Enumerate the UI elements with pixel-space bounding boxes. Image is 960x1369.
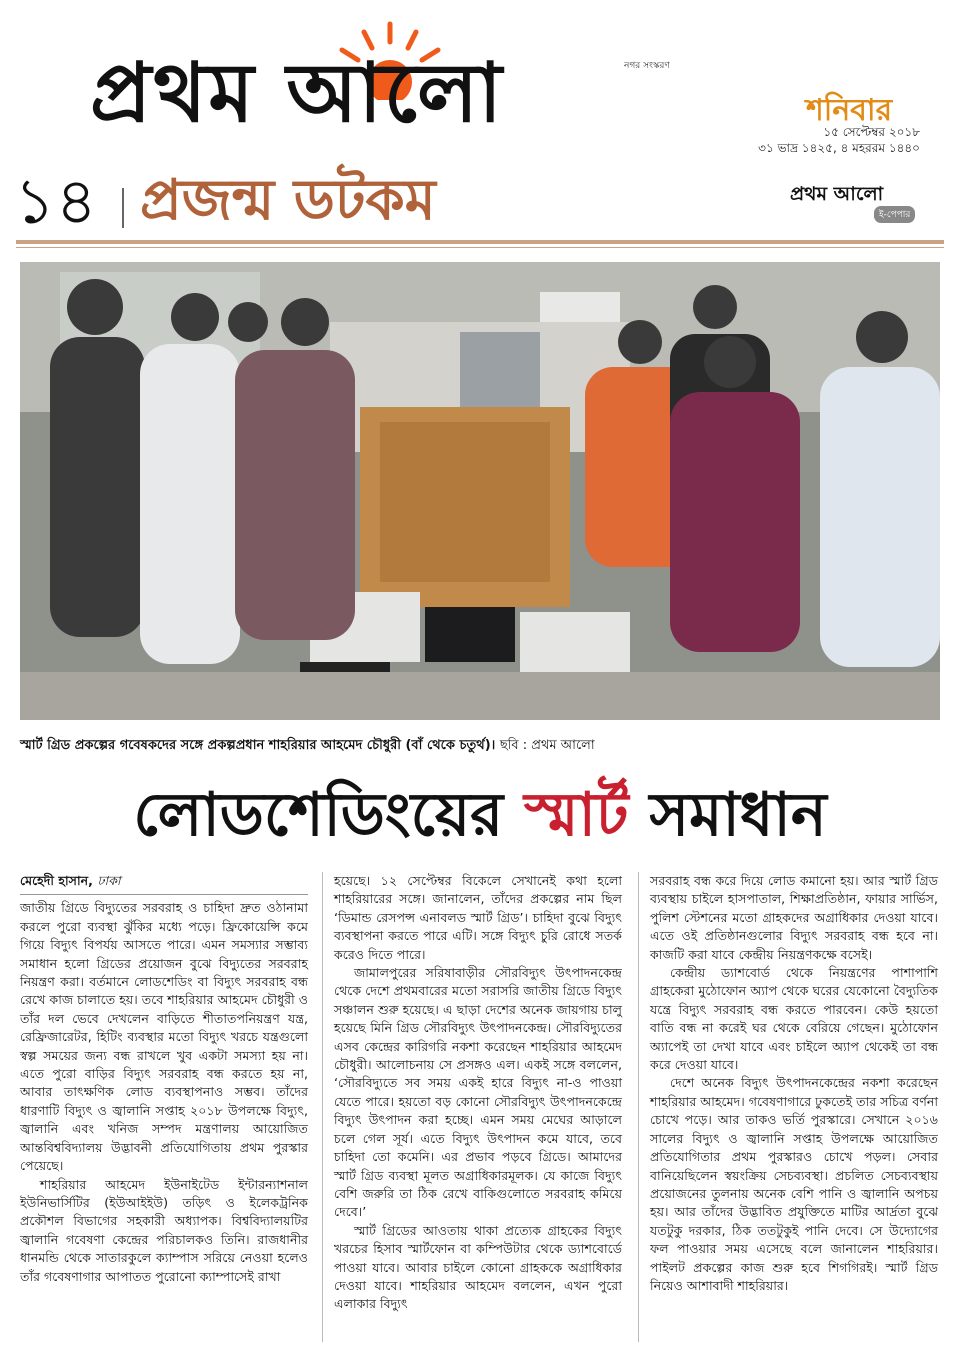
photo-credit: ছবি : প্রথম আলো	[499, 738, 595, 753]
epaper-tag: ই-পেপার	[874, 206, 915, 223]
epaper-logo-name: প্রথম আলো	[790, 183, 884, 205]
article-paragraph: দেশে অনেক বিদ্যুৎ উৎপাদনকেন্দ্রের নকশা করেছেন শাহরিয়ার আহমেদ। গবেষণাগারে ঢুকতেই তার সচিত্র বর্ণনা চোখে পড়ে। আর তাকও ভর্তি পুরস্কারে। সেখানে ২০১৬ সালের বিদ্যুৎ ও জ্বালানি সপ্তাহ উপলক্ষে আয়োজিত প্রতিযোগিতার প্রথম পুরস্কারও চোখে পড়ল। সেবার বানিয়েছিলেন স্বয়ংক্রিয় সেচব্যবস্থা। প্রচলিত সেচব্যবস্থায় প্রয়োজনের তুলনায় অনেক বেশি পানি ও জ্বালানি অপচয় হয়। আর তাঁদের উদ্ভাবিত প্রযুক্তিতে মাটির আর্দ্রতা বুঝে যতটুকু দরকার, ঠিক ততটুকুই পানি দেবে। সে উদ্যোগের ফল পাওয়ার সময় এসেছে বলে জানালেন শাহরিয়ার। পাইলট প্রকল্পের কাজ শুরু হবে শিগগিরই। স্মার্ট গ্রিড নিয়েও আশাবাদী শাহরিয়ার।	[650, 1075, 938, 1293]
article-paragraph: শাহরিয়ার আহমেদ ইউনাইটেড ইন্টারন্যাশনাল ইউনিভার্সিটির (ইউআইইউ) তড়িৎ ও ইলেকট্রনিক প্রকৌশল বিভাগের সহকারী অধ্যাপক। বিশ্ববিদ্যালয়টির জ্বালানি গবেষণা কেন্দ্রের পরিচালকও তিনি। রাজধানীর ধানমন্ডি থেকে সাতারকুলে ক্যাম্পাস সরিয়ে নেওয়া হলেও তাঁর গবেষণাগার আপাতত পুরোনো ক্যাম্পাসেই রাখা	[20, 1176, 308, 1284]
byline-name: মেহেদী হাসান,	[20, 873, 93, 888]
article-paragraph: স্মার্ট গ্রিডের আওতায় থাকা প্রত্যেক গ্রাহকের বিদ্যুৎ খরচের হিসাব স্মার্টফোন বা কম্পিউটার থেকে ড্যাশবোর্ডে পাওয়া যাবে। আবার চাইলে কোনো গ্রাহককে অগ্রাধিকার দেওয়া যাবে। শাহরিয়ার আহমেদ বললেন, এখন পুরো এলাকার বিদ্যুৎ	[334, 1222, 622, 1312]
headline-part1: লোডশেডিংয়ের	[133, 780, 504, 850]
article-paragraph: জাতীয় গ্রিডে বিদ্যুতের সরবরাহ ও চাহিদা দ্রুত ওঠানামা করলে পুরো ব্যবস্থা ঝুঁকির মধ্যে পড়ে। ফ্রিকোয়েন্সি কমে গিয়ে বিদ্যুৎ বিপর্যয় আসতে পারে। এমন সমস্যার সম্ভাব্য সমাধান হলো গ্রিডের প্রয়োজন বুঝে বিদ্যুতের সরবরাহ নিয়ন্ত্রণ করা। বর্তমানে লোডশেডিং বা বিদ্যুৎ সরবরাহ বন্ধ রেখে কাজ চালাতে হয়। তবে শাহরিয়ার আহমেদ চৌধুরী ও তাঁর দল ভেবে দেখলেন বাড়িতে শীতাতপনিয়ন্ত্রণ যন্ত্র, রেফ্রিজারেটর, হিটিং ব্যবস্থার মতো বিদ্যুৎ খরচে যন্ত্রগুলো স্বল্প সময়ের জন্য বন্ধ রাখলে খুব একটা সমস্যা হয় না। এতে পুরো বাড়ির বিদ্যুৎ সরবরাহ বন্ধ করতে হয় না, আবার তাৎক্ষণিক লোড ব্যবস্থাপনাও সম্ভব। তাঁদের ধারণাটি বিদ্যুৎ ও জ্বালানি সপ্তাহ ২০১৮ উপলক্ষে বিদ্যুৎ, জ্বালানি এবং খনিজ সম্পদ মন্ত্রণালয় আয়োজিত আন্তবিশ্ববিদ্যালয় উদ্ভাবনী প্রতিযোগিতায় প্রথম পুরস্কার পেয়েছে।	[20, 900, 308, 1174]
article-paragraph: কেন্দ্রীয় ড্যাশবোর্ড থেকে নিয়ন্ত্রণের পাশাপাশি গ্রাহকেরা মুঠোফোন অ্যাপ থেকে ঘরের যেকোনো বৈদ্যুতিক যন্ত্রে বিদ্যুৎ সরবরাহ বন্ধ করতে পারবেন। কেউ হয়তো বাতি বন্ধ না করেই ঘর থেকে বেরিয়ে গেছেন। মুঠোফোন অ্যাপেই তা দেখা যাবে এবং চাইলে অ্যাপ থেকেই তা বন্ধ করে দেওয়া যাবে।	[650, 965, 938, 1073]
article-column-3	[650, 872, 938, 1295]
column-rule	[638, 872, 639, 1342]
article-paragraph: সরবরাহ বন্ধ করে দিয়ে লোড কমানো হয়। আর স্মার্ট গ্রিড ব্যবস্থায় চাইলে হাসপাতাল, শিক্ষাপ্রতিষ্ঠান, ফায়ার সার্ভিস, পুলিশ স্টেশনের মতো গ্রাহকদের অগ্রাধিকার দেওয়া যাবে। এতে ওই প্রতিষ্ঠানগুলোর বিদ্যুৎ সরবরাহ বন্ধ হবে না। কাজটি করা যাবে কেন্দ্রীয় নিয়ন্ত্রণকক্ষে বসেই।	[650, 873, 938, 962]
day-label: শনিবার	[806, 93, 893, 128]
byline	[20, 872, 308, 895]
photo-caption-text: স্মার্ট গ্রিড প্রকল্পের গবেষকদের সঙ্গে প্রকল্পপ্রধান শাহরিয়ার আহমেদ চৌধুরী (বাঁ থেকে চতুর্থ)।	[20, 738, 496, 753]
masthead	[0, 0, 960, 170]
column-rule	[322, 872, 323, 1342]
photo-caption	[20, 736, 940, 757]
article-paragraph: জামালপুরের সরিষাবাড়ীর সৌরবিদ্যুৎ উৎপাদনকেন্দ্র থেকে দেশে প্রথমবারের মতো সরাসরি জাতীয় গ্রিডে বিদ্যুৎ সঞ্চালন শুরু হয়েছে। এ ছাড়া দেশের অনেক জায়গায় চালু হয়েছে মিনি গ্রিড সৌরবিদ্যুৎ উৎপাদনকেন্দ্র। সৌরবিদ্যুতের এসব কেন্দ্রের কারিগরি নকশা করেছেন শাহরিয়ার আহমেদ চৌধুরী। আলোচনায় সে প্রসঙ্গও এল। একই সঙ্গে বললেন, ‘সৌরবিদ্যুতে সব সময় একই হারে বিদ্যুৎ না-ও পাওয়া যেতে পারে। হয়তো বড় কোনো সৌরবিদ্যুৎ উৎপাদনকেন্দ্রে বিদ্যুৎ উৎপাদন করা হচ্ছে। এমন সময় মেঘের আড়ালে চলে গেল সূর্য। এতে বিদ্যুৎ উৎপাদন কমে যাবে, তবে চাহিদা তো কমেনি। এর প্রভাব পড়বে গ্রিডে। আমাদের স্মার্ট গ্রিড ব্যবস্থা মূলত অগ্রাধিকারমূলক। যে কাজে বিদ্যুৎ বেশি জরুরি তা ঠিক রেখে বাকিগুলোতে সরবরাহ কমিয়ে দেবে।’	[334, 965, 622, 1220]
epaper-logo	[790, 176, 920, 226]
article-column-2	[334, 872, 622, 1314]
section-title: প্রজন্ম ডটকম	[140, 167, 436, 233]
group-photo	[20, 262, 940, 720]
date-gregorian: ১৫ সেপ্টেম্বর ২০১৮	[823, 125, 920, 139]
headline	[0, 782, 960, 848]
headline-part2: সমাধান	[649, 780, 827, 850]
byline-place: ঢাকা	[97, 873, 121, 888]
page-number: ১৪	[14, 165, 98, 239]
header-rule	[16, 240, 944, 244]
headline-accent: স্মার্ট	[524, 780, 629, 850]
edition-label: নগর সংস্করণ	[624, 61, 670, 71]
date-bengali-hijri: ৩১ ভাদ্র ১৪২৫, ৪ মহররম ১৪৪০	[758, 141, 920, 155]
article-column-1	[20, 872, 308, 1286]
article-paragraph: হয়েছে। ১২ সেপ্টেম্বর বিকেলে সেখানেই কথা হলো শাহরিয়ারের সঙ্গে। জানালেন, তাঁদের প্রকল্পের নাম ছিল ‘ডিমান্ড রেসপন্স এনাবলড স্মার্ট গ্রিড’। চাহিদা বুঝে বিদ্যুৎ ব্যবস্থাপনা করতে পারে এটি। সঙ্গে বিদ্যুৎ চুরি রোধে সতর্ক করেও দিতে পারে।	[334, 873, 622, 962]
section-divider	[122, 188, 124, 228]
header-rule-thin	[16, 247, 944, 248]
paper-name-logo: প্রথম আলো	[90, 45, 504, 141]
